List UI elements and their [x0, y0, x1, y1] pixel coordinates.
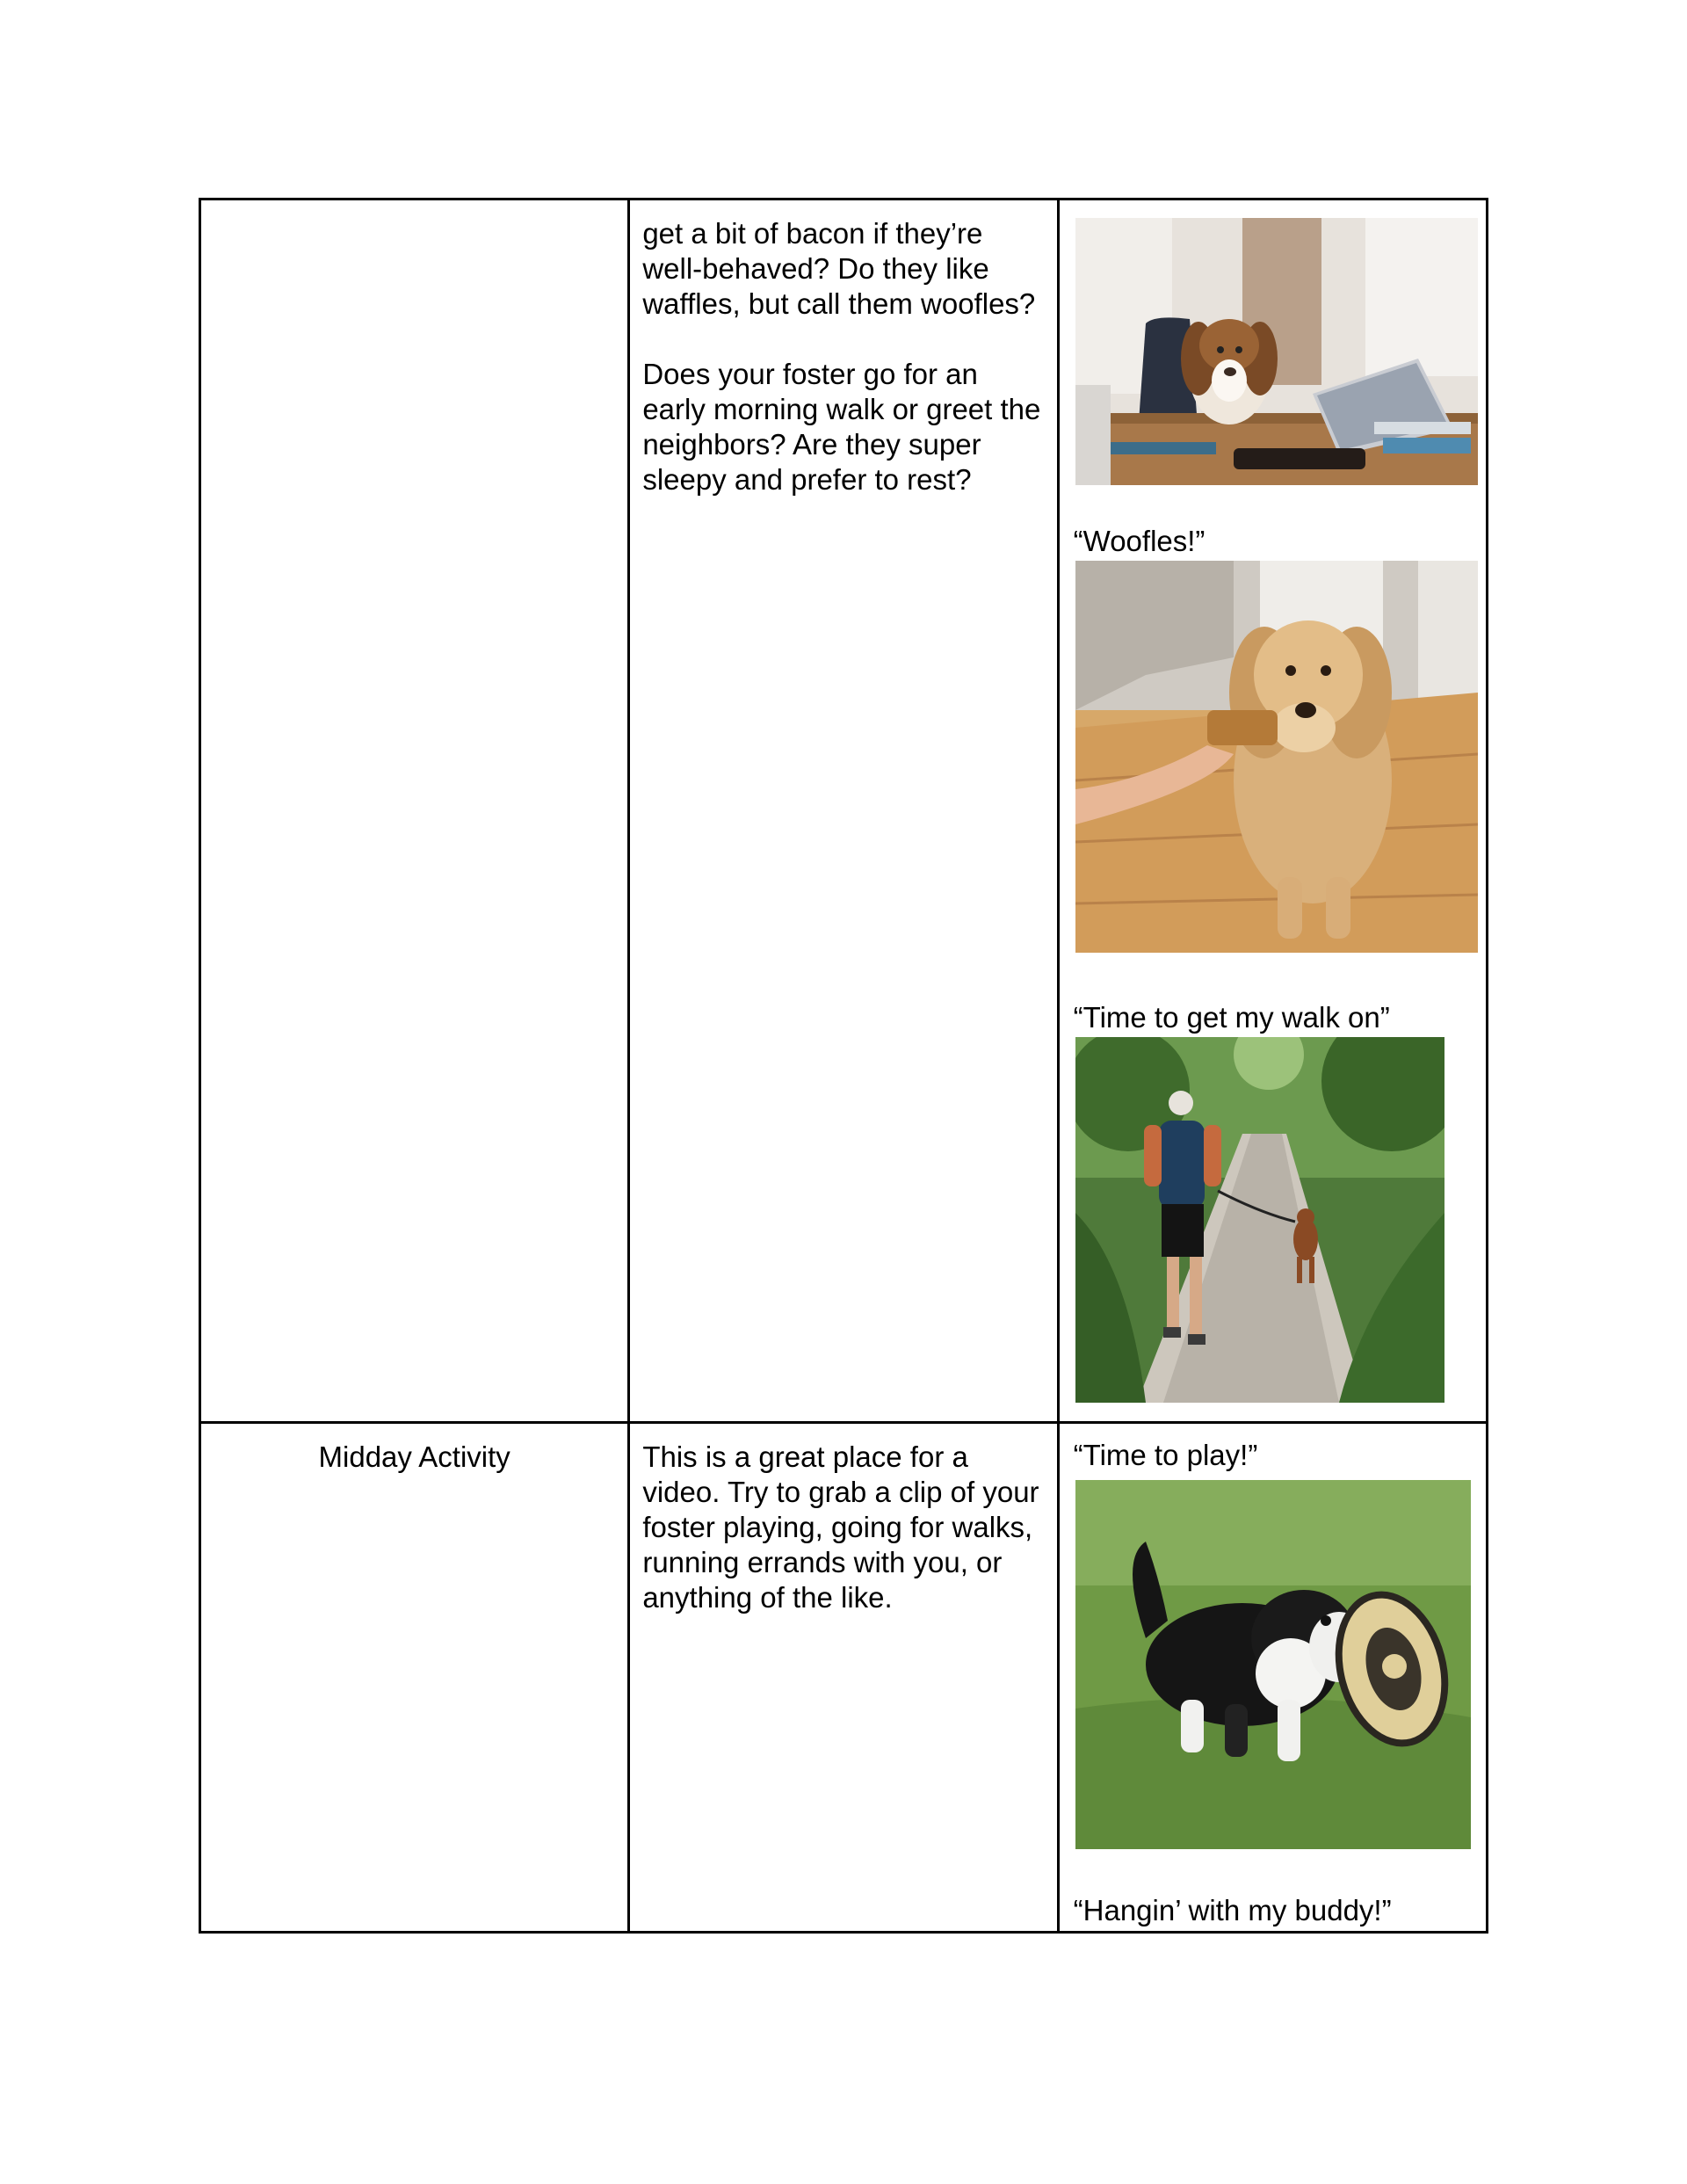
- table-row: [200, 1423, 1488, 1933]
- woofles-caption: “Woofles!”: [1073, 525, 1206, 557]
- row1-label-cell: [200, 200, 629, 1423]
- buddy-caption: “Hangin’ with my buddy!”: [1073, 1894, 1392, 1926]
- midday-activity-label: Midday Activity: [318, 1440, 510, 1473]
- walking-dog-photo: [1075, 1037, 1444, 1403]
- row2-description: This is a great place for a video. Try to grab a clip of your foster playing, going for walks, running errands with you, or anything of the like.: [642, 1440, 1039, 1614]
- puppy-waffle-photo: [1075, 561, 1478, 953]
- row1-paragraph-1: get a bit of bacon if they’re well-behaved? Do they like waffles, but call them woofles?: [642, 217, 1036, 320]
- walk-caption: “Time to get my walk on”: [1073, 1001, 1390, 1034]
- row2-label-cell: [200, 1423, 629, 1933]
- puppy-frisbee-photo: [1075, 1480, 1471, 1849]
- row2-media-cell: [1058, 1423, 1487, 1933]
- row2-description-cell: [629, 1423, 1058, 1933]
- schedule-table: [199, 198, 1488, 1934]
- row1-paragraph-2: Does your foster go for an early morning walk or greet the neighbors? Are they super sleepy and prefer to rest?: [642, 358, 1041, 496]
- row1-description-cell: [629, 200, 1058, 1423]
- row1-media-cell: [1058, 200, 1487, 1423]
- beagle-desk-photo: [1075, 218, 1478, 485]
- table-row: [200, 200, 1488, 1423]
- play-caption: “Time to play!”: [1073, 1439, 1258, 1471]
